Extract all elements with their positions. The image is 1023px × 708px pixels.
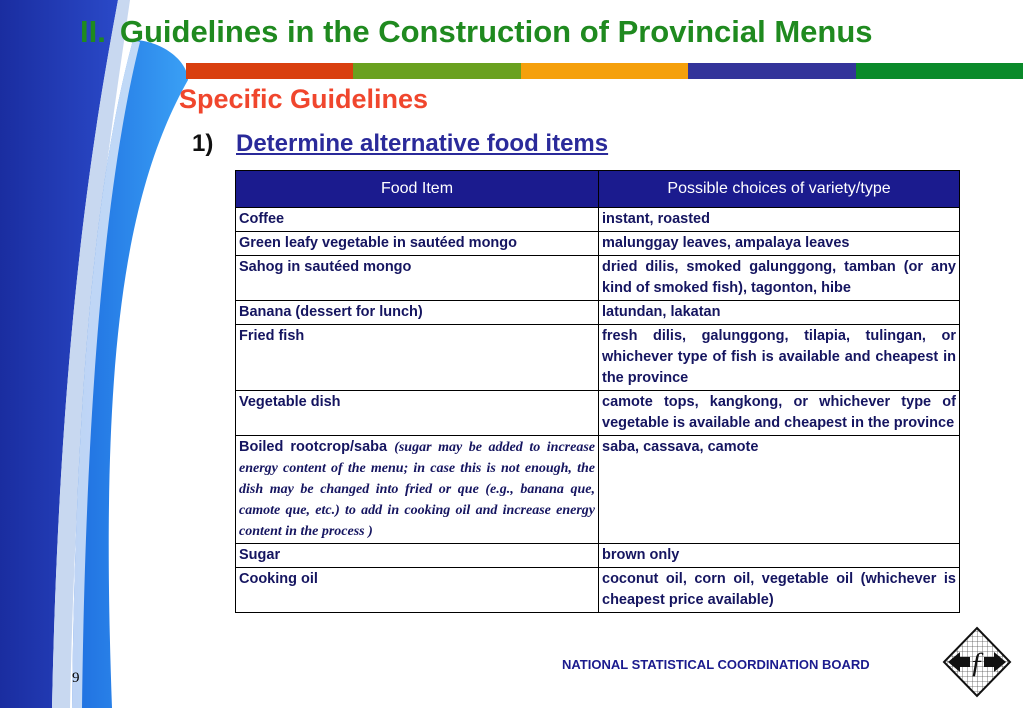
color-bar-segment xyxy=(688,63,855,79)
table-row xyxy=(236,436,960,544)
color-bar xyxy=(186,63,1023,79)
food-cell: Banana (dessert for lunch) xyxy=(236,301,599,325)
table-row xyxy=(236,325,960,391)
color-bar-segment xyxy=(353,63,520,79)
color-bar-segment xyxy=(856,63,1023,79)
food-note: (sugar may be added to increase energy content of the menu; in case this is not enough, the dish may be changed into fried or que (e.g., banana que, camote que, etc.) to add in cooking oil and increase energy content in the process ) xyxy=(239,440,595,539)
color-bar-segment xyxy=(186,63,353,79)
subtitle: Specific Guidelines xyxy=(179,84,429,114)
choices-cell: instant, roasted xyxy=(599,208,960,232)
table-row xyxy=(236,208,960,232)
point-number: 1) xyxy=(192,130,214,157)
choices-cell: dried dilis, smoked galunggong, tamban (or any kind of smoked fish), tagonton, hibe xyxy=(599,256,960,301)
header-possible-choices: Possible choices of variety/type xyxy=(599,171,960,208)
choices-cell: brown only xyxy=(599,544,960,568)
color-bar-segment xyxy=(521,63,688,79)
slide-title xyxy=(80,14,873,50)
footer-organization: NATIONAL STATISTICAL COORDINATION BOARD xyxy=(562,657,870,672)
choices-cell: saba, cassava, camote xyxy=(599,436,960,544)
table-row xyxy=(236,568,960,613)
header-food-item: Food Item xyxy=(236,171,599,208)
choices-cell: coconut oil, corn oil, vegetable oil (whichever is cheapest price available) xyxy=(599,568,960,613)
food-cell: Green leafy vegetable in sautéed mongo xyxy=(236,232,599,256)
page-number: 9 xyxy=(72,670,80,686)
food-cell: Sahog in sautéed mongo xyxy=(236,256,599,301)
choices-cell: latundan, lakatan xyxy=(599,301,960,325)
table-row xyxy=(236,544,960,568)
nscb-logo-icon xyxy=(942,626,1012,698)
table-row xyxy=(236,391,960,436)
choices-cell: fresh dilis, galunggong, tilapia, tulingan, or whichever type of fish is available and cheapest in the province xyxy=(599,325,960,391)
table-header-row xyxy=(236,171,960,208)
numbered-point xyxy=(192,130,608,158)
food-name: Boiled rootcrop/saba xyxy=(239,439,388,455)
food-cell: Coffee xyxy=(236,208,599,232)
swoosh-decoration xyxy=(0,0,200,708)
table-row xyxy=(236,232,960,256)
point-text: Determine alternative food items xyxy=(236,130,609,157)
choices-cell: camote tops, kangkong, or whichever type of vegetable is available and cheapest in the province xyxy=(599,391,960,436)
table-row xyxy=(236,301,960,325)
food-cell: Sugar xyxy=(236,544,599,568)
choices-cell: malunggay leaves, ampalaya leaves xyxy=(599,232,960,256)
title-text: Guidelines in the Construction of Provincial Menus xyxy=(119,14,873,49)
food-cell: Cooking oil xyxy=(236,568,599,613)
food-cell: Fried fish xyxy=(236,325,599,391)
title-number: II. xyxy=(80,14,106,49)
logo-glyph: ƒ xyxy=(969,646,985,679)
food-cell: Vegetable dish xyxy=(236,391,599,436)
food-cell-with-note xyxy=(236,436,599,544)
food-items-table xyxy=(235,170,960,613)
table-row xyxy=(236,256,960,301)
